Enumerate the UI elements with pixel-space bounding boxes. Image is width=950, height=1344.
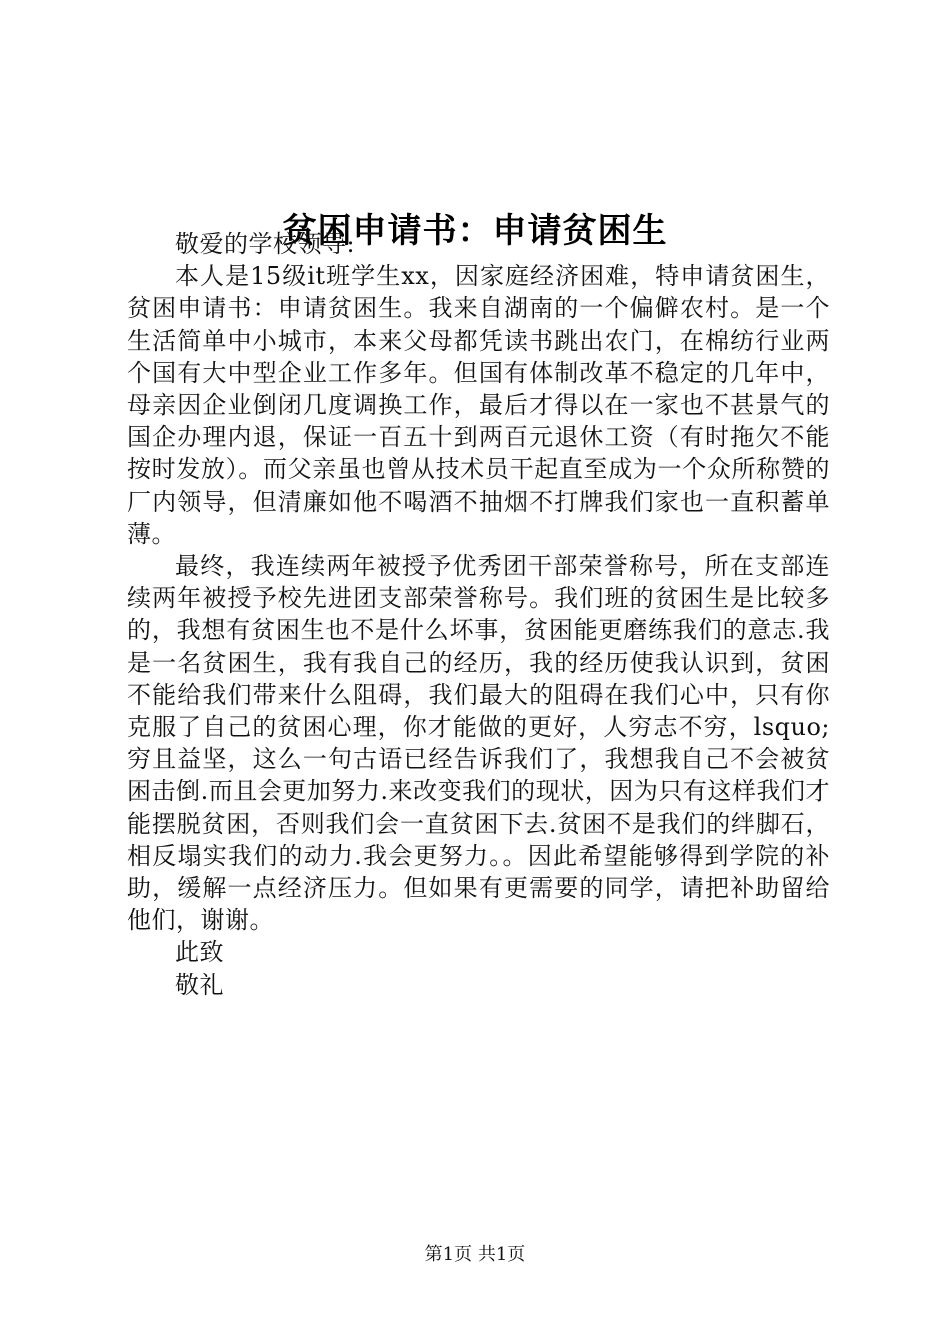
paragraph-2: 最终，我连续两年被授予优秀团干部荣誉称号，所在支部连续两年被授予校先进团支部荣誉称号。我们班的贫困生是比较多的，我想有贫困生也不是什么坏事，贫困能更磨练我们的意志.我是一名贫困生，我有我自己的经历，我的经历使我认识到，贫困不能给我们带来什么阻碍，我们最大的阻碍在我们心中，只有你克服了自己的贫困心理，你才能做的更好，人穷志不穷，lsquo;穷且益坚，这么一句古语已经告诉我们了，我想我自己不会被贫困击倒.而且会更加努力.来改变我们的现状，因为只有这样我们才能摆脱贫困，否则我们会一直贫困下去.贫困不是我们的绊脚石，相反塌实我们的动力.我会更努力。。因此希望能够得到学院的补助，缓解一点经济压力。但如果有更需要的同学，请把补助留给他们，谢谢。 — [127, 552, 830, 935]
document-body — [127, 228, 830, 1001]
salutation: 敬爱的学校领导: — [175, 230, 356, 258]
page-footer: 第1页 共1页 — [424, 1244, 526, 1265]
paragraph-1: 本人是15级it班学生xx，因家庭经济困难，特申请贫困生，贫困申请书：申请贫困生。我来自湖南的一个偏僻农村。是一个生活简单中小城市，本来父母都凭读书跳出农门，在棉纺行业两个国有大中型企业工作多年。但国有体制改革不稳定的几年中，母亲因企业倒闭几度调换工作，最后才得以在一家也不甚景气的国企办理内退，保证一百五十到两百元退休工资（有时拖欠不能按时发放）。而父亲虽也曾从技术员干起直至成为一个众所称赞的厂内领导，但清廉如他不喝酒不抽烟不打牌我们家也一直积蓄单薄。 — [127, 262, 830, 548]
closing-line-1: 此致 — [175, 938, 224, 967]
closing-line-2: 敬礼 — [175, 970, 224, 999]
document-title: 贫困申请书：申请贫困生 — [282, 210, 668, 251]
